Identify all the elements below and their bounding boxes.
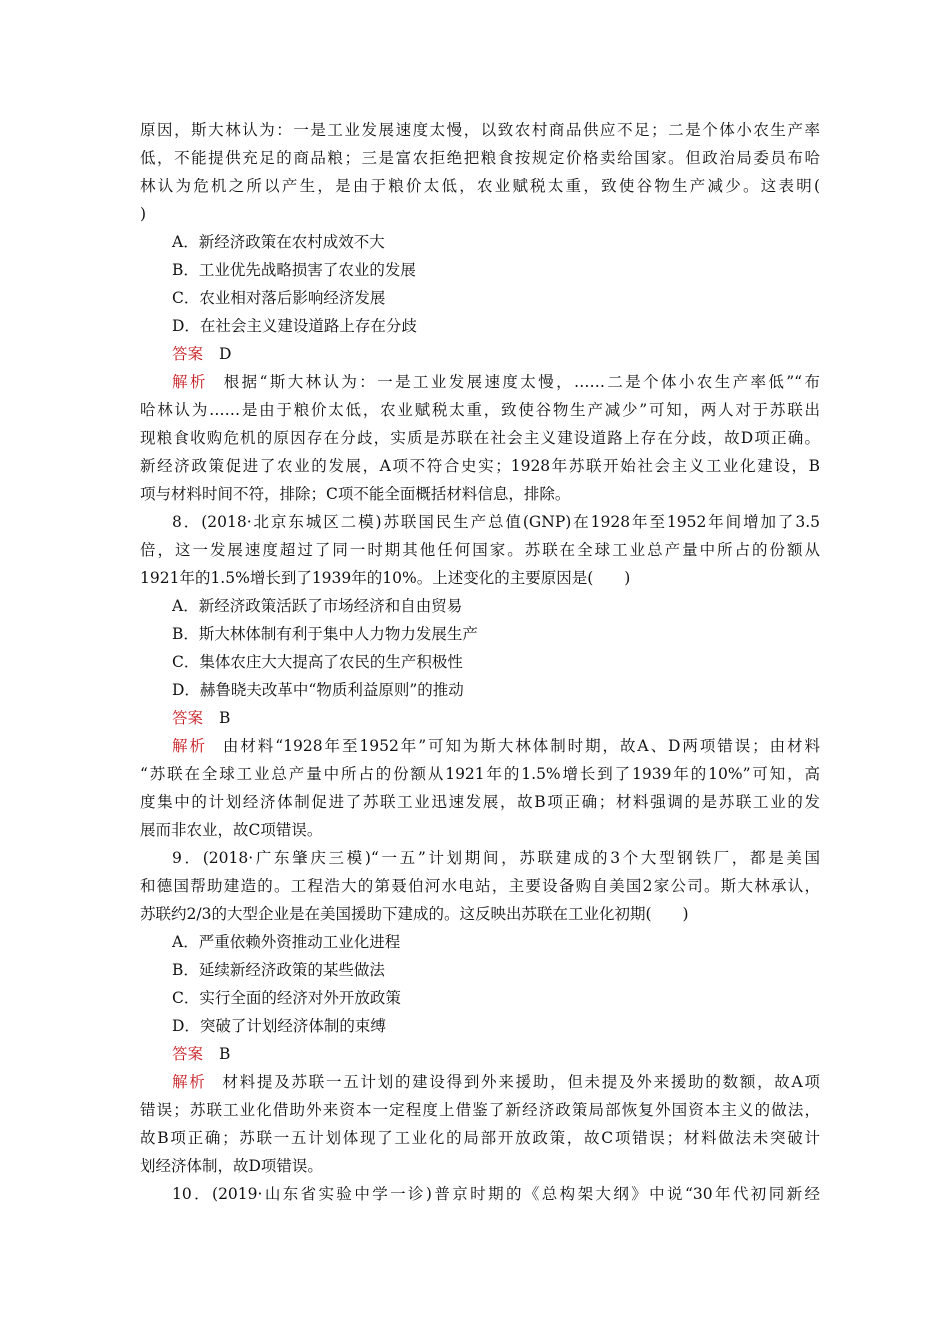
answer-value: B bbox=[219, 709, 231, 727]
q8-analysis-line-1 bbox=[172, 736, 820, 756]
q8-stem-line-1: 8．(2018·北京东城区二模)苏联国民生产总值(GNP)在1928年至1952年间增加了3.5 bbox=[172, 513, 820, 531]
q9-analysis-line-1 bbox=[172, 1072, 820, 1092]
q8-analysis-line-3: 度集中的计划经济体制促进了苏联工业迅速发展，故B项正确；材料强调的是苏联工业的发 bbox=[140, 793, 820, 811]
q9-option-c: C．实行全面的经济对外开放政策 bbox=[172, 989, 401, 1007]
analysis-text: 材料提及苏联一五计划的建设得到外来援助，但未提及外来援助的数额，故A项 bbox=[222, 1073, 820, 1091]
answer-value: D bbox=[219, 345, 232, 363]
answer-label: 答案 bbox=[172, 1045, 204, 1063]
q7-stem-line-4: ) bbox=[140, 205, 147, 223]
q7-analysis-line-1 bbox=[172, 372, 820, 392]
q8-option-b: B．斯大林体制有利于集中人力物力发展生产 bbox=[172, 625, 478, 643]
q9-answer bbox=[172, 1044, 820, 1064]
answer-label: 答案 bbox=[172, 709, 204, 727]
answer-value: B bbox=[219, 1045, 231, 1063]
q8-option-d: D．赫鲁晓夫改革中“物质利益原则”的推动 bbox=[172, 681, 464, 699]
q9-option-a: A．严重依赖外资推动工业化进程 bbox=[172, 933, 401, 951]
q9-option-b: B．延续新经济政策的某些做法 bbox=[172, 961, 385, 979]
analysis-label: 解析 bbox=[172, 1073, 207, 1091]
q8-answer bbox=[172, 708, 820, 728]
analysis-text: 由材料“1928年至1952年”可知为斯大林体制时期，故A、D两项错误；由材料 bbox=[222, 737, 820, 755]
q10-stem-line-1: 10．(2019·山东省实验中学一诊)普京时期的《总构架大纲》中说“30年代初同新经 bbox=[172, 1185, 820, 1203]
answer-label: 答案 bbox=[172, 345, 204, 363]
q9-analysis-line-2: 错误；苏联工业化借助外来资本一定程度上借鉴了新经济政策局部恢复外国资本主义的做法， bbox=[140, 1101, 820, 1119]
q7-stem-line-1: 原因，斯大林认为：一是工业发展速度太慢，以致农村商品供应不足；二是个体小农生产率 bbox=[140, 121, 820, 139]
q8-stem-line-2: 倍，这一发展速度超过了同一时期其他任何国家。苏联在全球工业总产量中所占的份额从 bbox=[140, 541, 820, 559]
q7-analysis-line-3: 现粮食收购危机的原因存在分歧，实质是苏联在社会主义建设道路上存在分歧，故D项正确。 bbox=[140, 429, 820, 447]
analysis-text: 根据“斯大林认为：一是工业发展速度太慢，……二是个体小农生产率低”“布 bbox=[223, 373, 820, 391]
q9-option-d: D．突破了计划经济体制的束缚 bbox=[172, 1017, 386, 1035]
q7-stem-line-2: 低，不能提供充足的商品粮；三是富农拒绝把粮食按规定价格卖给国家。但政治局委员布哈 bbox=[140, 149, 820, 167]
q7-option-c: C．农业相对落后影响经济发展 bbox=[172, 289, 386, 307]
analysis-label: 解析 bbox=[172, 373, 208, 391]
q7-answer bbox=[172, 344, 820, 364]
q8-option-a: A．新经济政策活跃了市场经济和自由贸易 bbox=[172, 597, 463, 615]
q8-stem-line-3: 1921年的1.5%增长到了1939年的10%。上述变化的主要原因是( ) bbox=[140, 569, 631, 587]
q7-analysis-line-5: 项与材料时间不符，排除；C项不能全面概括材料信息，排除。 bbox=[140, 485, 571, 503]
q9-stem-line-2: 和德国帮助建造的。工程浩大的第聂伯河水电站，主要设备购自美国2家公司。斯大林承认， bbox=[140, 877, 820, 895]
q9-stem-line-3: 苏联约2/3的大型企业是在美国援助下建成的。这反映出苏联在工业化初期( ) bbox=[140, 905, 689, 923]
q7-stem-line-3: 林认为危机之所以产生，是由于粮价太低，农业赋税太重，致使谷物生产减少。这表明( bbox=[140, 177, 820, 195]
q7-analysis-line-4: 新经济政策促进了农业的发展，A项不符合史实；1928年苏联开始社会主义工业化建设，B bbox=[140, 457, 820, 475]
q7-analysis-line-2: 哈林认为……是由于粮价太低，农业赋税太重，致使谷物生产减少”可知，两人对于苏联出 bbox=[140, 401, 820, 419]
q7-option-d: D．在社会主义建设道路上存在分歧 bbox=[172, 317, 417, 335]
q7-option-b: B．工业优先战略损害了农业的发展 bbox=[172, 261, 416, 279]
analysis-label: 解析 bbox=[172, 737, 207, 755]
q9-analysis-line-3: 故B项正确；苏联一五计划体现了工业化的局部开放政策，故C项错误；材料做法未突破计 bbox=[140, 1129, 820, 1147]
q9-stem-line-1: 9．(2018·广东肇庆三模)“一五”计划期间，苏联建成的3个大型钢铁厂，都是美国 bbox=[172, 849, 820, 867]
q7-option-a: A．新经济政策在农村成效不大 bbox=[172, 233, 385, 251]
q9-analysis-line-4: 划经济体制，故D项错误。 bbox=[140, 1157, 323, 1175]
q8-analysis-line-2: “苏联在全球工业总产量中所占的份额从1921年的1.5%增长到了1939年的10%”可知，高 bbox=[140, 765, 820, 783]
q8-analysis-line-4: 展而非农业，故C项错误。 bbox=[140, 821, 323, 839]
q8-option-c: C．集体农庄大大提高了农民的生产积极性 bbox=[172, 653, 463, 671]
